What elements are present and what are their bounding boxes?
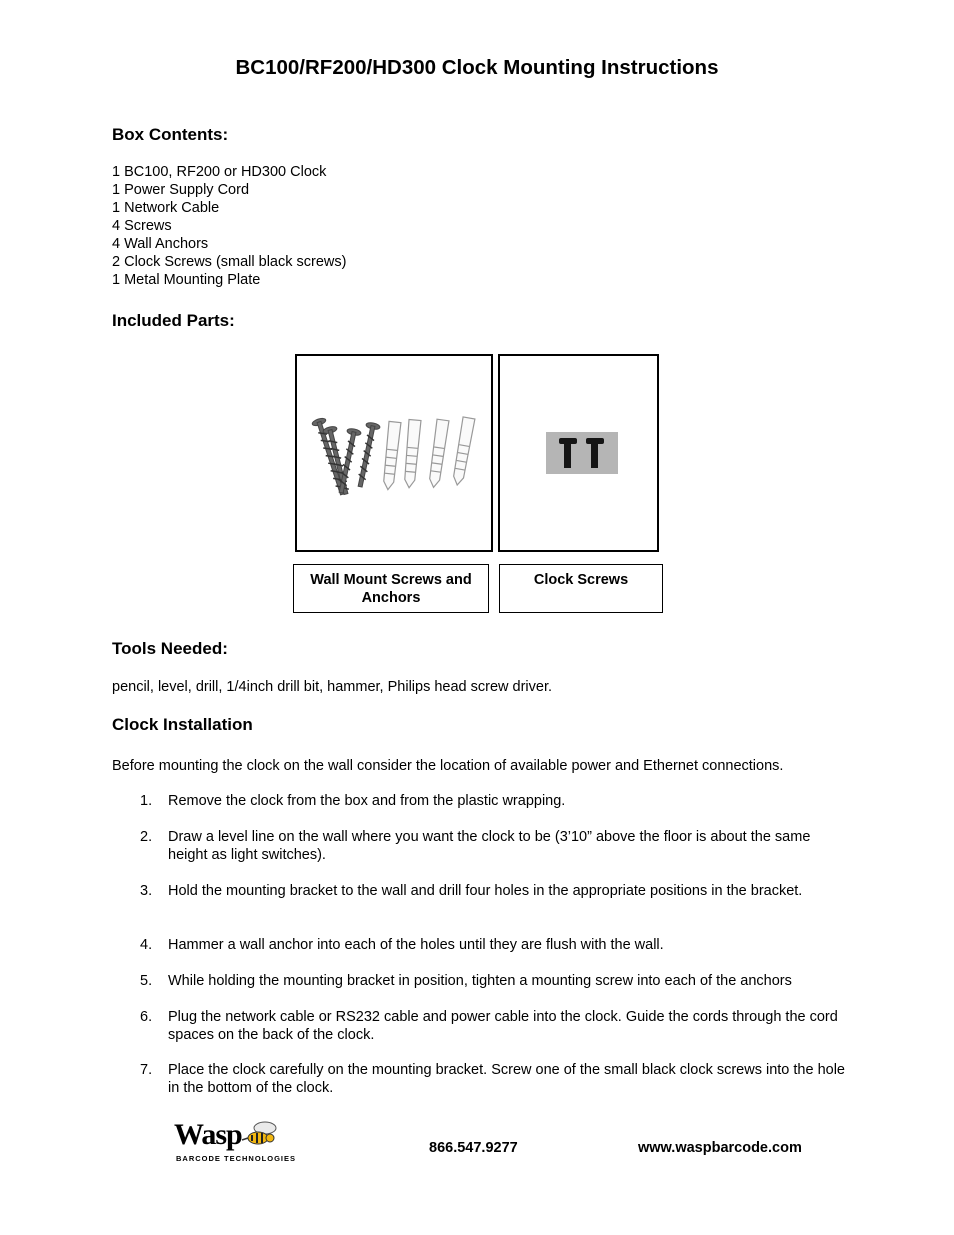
tools-heading: Tools Needed:	[112, 639, 228, 658]
step-text: Plug the network cable or RS232 cable and power cable into the clock. Guide the cords through the cord spaces on the back of the clock.	[168, 1009, 838, 1043]
step-number: 6.	[140, 1009, 153, 1025]
wasp-icon	[240, 1118, 280, 1152]
screws-and-anchors-image	[297, 356, 491, 550]
list-item: 2 Clock Screws (small black screws)	[112, 254, 347, 270]
caption-wall-screws: Wall Mount Screws and Anchors	[293, 564, 489, 613]
step-number: 2.	[140, 829, 153, 845]
step-number: 5.	[140, 973, 153, 989]
page-title: BC100/RF200/HD300 Clock Mounting Instructions	[235, 56, 719, 79]
logo-tagline: BARCODE TECHNOLOGIES	[176, 1154, 297, 1163]
list-item: 1 Power Supply Cord	[112, 182, 250, 198]
step-text: Remove the clock from the box and from the plastic wrapping.	[168, 793, 566, 809]
step-number: 1.	[140, 793, 153, 809]
list-item: 1 Network Cable	[112, 200, 220, 216]
step-text: Place the clock carefully on the mounting bracket. Screw one of the small black clock screws into the hole in the bottom of the clock.	[168, 1062, 845, 1096]
included-parts-heading: Included Parts:	[112, 311, 235, 330]
box-contents-list	[112, 163, 346, 289]
footer-website[interactable]: www.waspbarcode.com	[638, 1140, 802, 1156]
step-text: Draw a level line on the wall where you want the clock to be (3’10” above the floor is about the same height as light switches).	[168, 829, 811, 863]
tools-text: pencil, level, drill, 1/4inch drill bit, hammer, Philips head screw driver.	[112, 679, 553, 695]
box-contents-heading: Box Contents:	[112, 125, 229, 144]
step-text: Hold the mounting bracket to the wall and drill four holes in the appropriate positions in the bracket.	[168, 883, 803, 899]
list-item: 4 Screws	[112, 218, 172, 234]
installation-intro: Before mounting the clock on the wall consider the location of available power and Ethernet connections.	[112, 758, 784, 774]
step-text: Hammer a wall anchor into each of the holes until they are flush with the wall.	[168, 937, 664, 953]
list-item: 4 Wall Anchors	[112, 236, 209, 252]
logo-wordmark: Wasp	[174, 1118, 242, 1151]
wall-screws-photo	[295, 354, 493, 552]
clock-screws-photo	[498, 354, 659, 552]
step-number: 4.	[140, 937, 153, 953]
step-number: 3.	[140, 883, 153, 899]
step-text: While holding the mounting bracket in position, tighten a mounting screw into each of the anchors	[168, 973, 792, 989]
footer-phone: 866.547.9277	[429, 1140, 518, 1156]
wasp-logo	[174, 1118, 297, 1166]
caption-clock-screws: Clock Screws	[499, 564, 663, 613]
step-number: 7.	[140, 1062, 153, 1078]
list-item: 1 BC100, RF200 or HD300 Clock	[112, 164, 327, 180]
clock-screws-image	[500, 356, 657, 550]
installation-heading: Clock Installation	[112, 715, 253, 734]
list-item: 1 Metal Mounting Plate	[112, 272, 261, 288]
